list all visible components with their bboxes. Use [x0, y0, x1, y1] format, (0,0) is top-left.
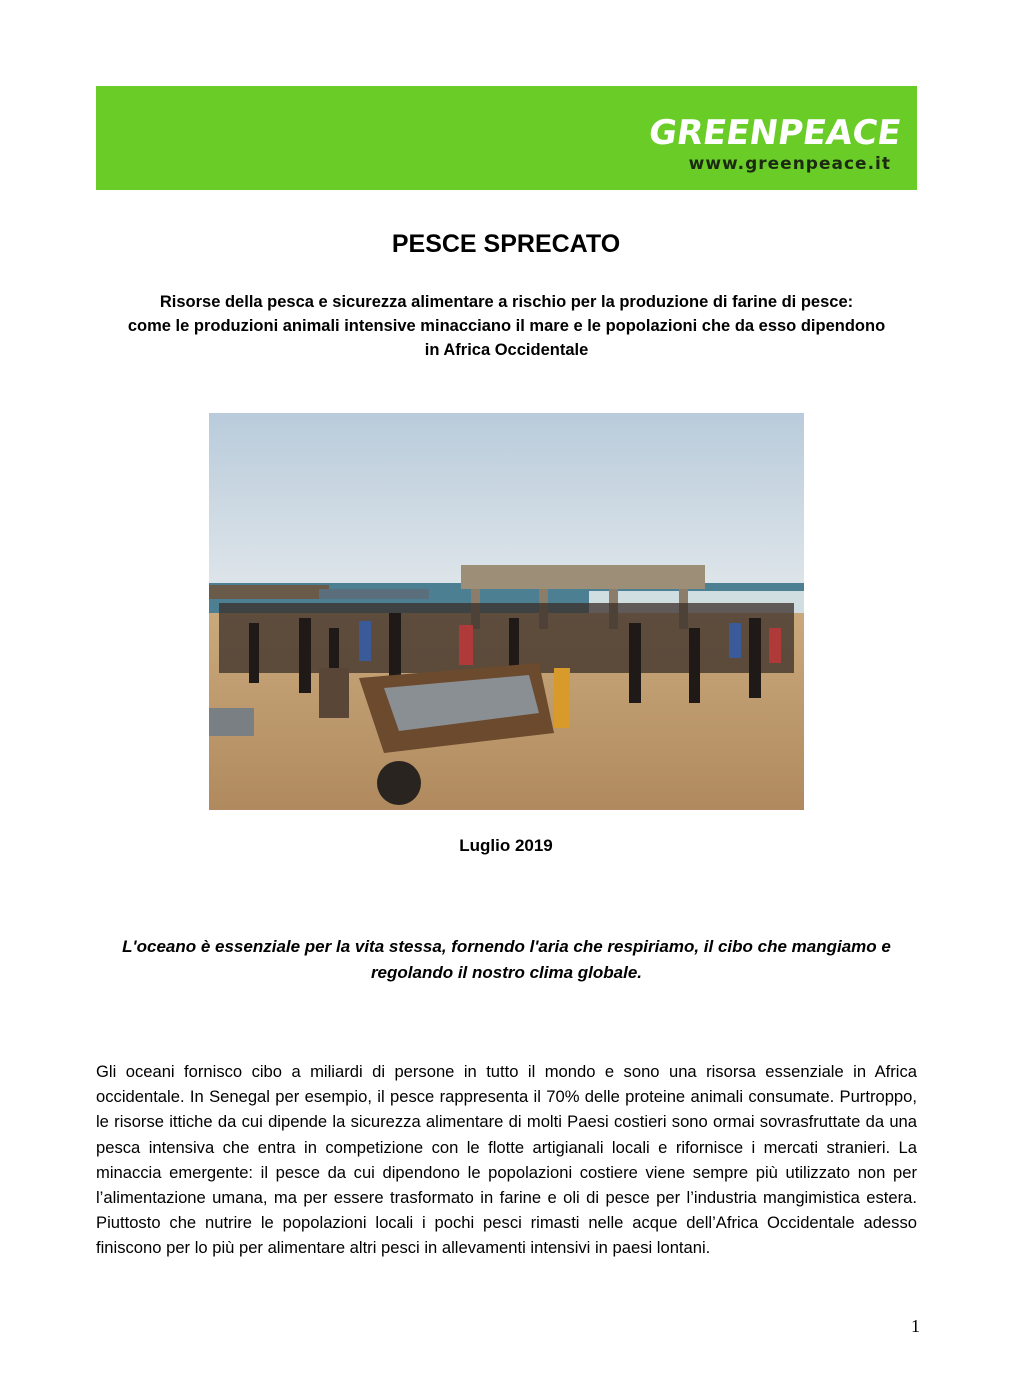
subtitle-line-1: Risorse della pesca e sicurezza alimentare a rischio per la produzione di farine di pesce: — [159, 293, 854, 311]
quote-line-2: regolando il nostro clima globale. — [370, 963, 643, 982]
greenpeace-logo: GREENPEACE — [646, 113, 904, 153]
body-paragraph: Gli oceani fornisco cibo a miliardi di persone in tutto il mondo e sono una risorsa essenziale in Africa occidentale. In Senegal per esempio, il pesce rappresenta il 70% delle proteine animali consumate. Purtroppo, le risorse ittiche da cui dipende la sicurezza alimentare di molti Paesi costieri sono ormai sovrasfruttate da una pesca intensiva che entra in competizione con le flotte artigianali locali e rifornisce i mercati stranieri. La minaccia emergente: il pesce da cui dipendono le popolazioni costiere viene sempre più utilizzato non per l’alimentazione umana, ma per essere trasformato in farine e oli di pesce per l’industria mangimistica estera. Piuttosto che nutrire le popolazioni locali i pochi pesci rimasti nelle acque dell’Africa Occidentale adesso finiscono per lo più per alimentare altri pesci in allevamenti intensivi in paesi lontani. — [96, 1062, 917, 1258]
document-subtitle — [96, 290, 917, 362]
quote-line-1: L'oceano è essenziale per la vita stessa, fornendo l'aria che respiriamo, il cibo che mangiamo e — [122, 937, 891, 956]
document-title: PESCE SPRECATO — [391, 230, 621, 258]
greenpeace-url[interactable]: www.greenpeace.it — [688, 154, 891, 174]
header-banner — [96, 86, 917, 190]
subtitle-line-2: come le produzioni animali intensive minacciano il mare e le popolazioni che da esso dipendono — [127, 317, 886, 335]
page-number: 1 — [911, 1316, 920, 1336]
publication-date: Luglio 2019 — [459, 836, 553, 855]
subtitle-line-3: in Africa Occidentale — [424, 341, 589, 359]
beach-market-photo — [209, 413, 804, 810]
quote — [96, 934, 917, 986]
